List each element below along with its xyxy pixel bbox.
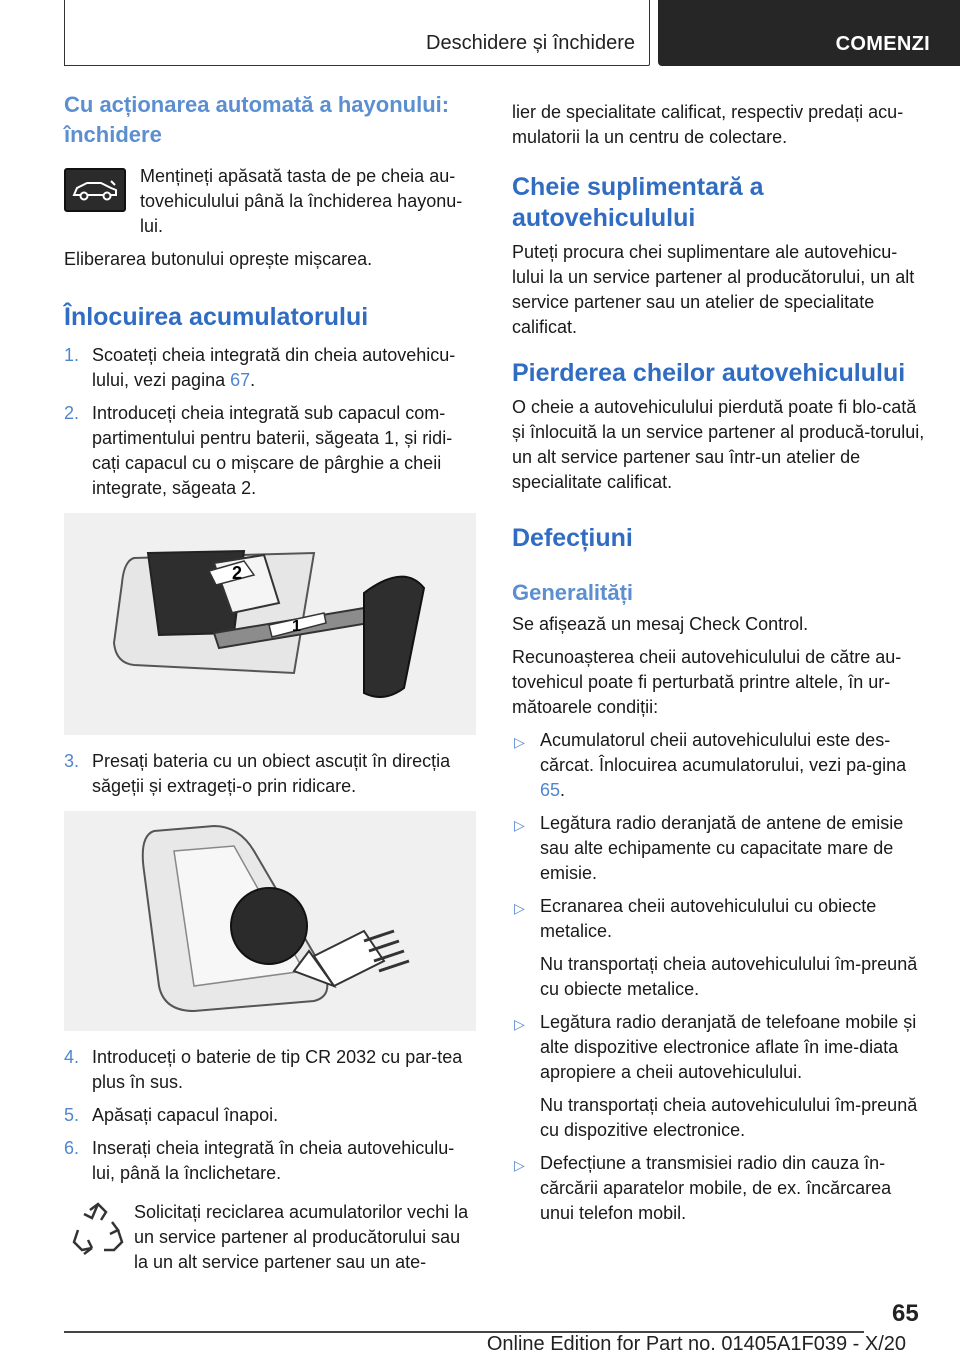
- recycle-text: Solicitați reciclarea acumulatorilor vechi la un service partener al producătorului sau la un alt service partener sau un ate-: [134, 1202, 469, 1272]
- release-text: Eliberarea butonului oprește mișcarea.: [64, 249, 373, 269]
- header-section-title: Deschidere și închidere: [426, 32, 635, 54]
- step-text: Apăsați capacul înapoi.: [92, 1105, 279, 1125]
- bullet-text-tail: .: [560, 780, 566, 800]
- step-number: 4.: [64, 1047, 80, 1067]
- header-chapter-box: [658, 0, 960, 66]
- heading-battery-replace: Înlocuirea acumulatorului: [64, 303, 369, 331]
- recycle-icon: [68, 1200, 128, 1258]
- step-number: 1.: [64, 345, 80, 365]
- tailgate-instruction: [64, 164, 476, 239]
- tailgate-text: Mențineți apăsată tasta de pe cheia au-tovehiculului până la închiderea hayonu-lui.: [140, 166, 463, 236]
- right-column: [512, 100, 928, 1234]
- bullet-triangle-icon: ▷: [514, 1016, 525, 1032]
- heading-general: Generalități: [512, 580, 634, 605]
- footer-edition: Online Edition for Part no. 01405A1F039 - X/20: [486, 1333, 906, 1355]
- recycle-continued: lier de specialitate calificat, respectiv predați acu-mulatorii la un centru de colectare.: [512, 102, 904, 147]
- bullet-subtext: Nu transportați cheia autovehiculului îm-preună cu dispozitive electronice.: [540, 1095, 918, 1140]
- step-text: Introduceți cheia integrată sub capacul com-partimentului pentru baterii, săgeata 1, și ridi-cați capacul cu o mișcare de pârghie a cheii integrate, săgeata 2.: [92, 403, 453, 498]
- step-number: 6.: [64, 1138, 80, 1158]
- step-6: [64, 1136, 476, 1186]
- step-5: [64, 1103, 476, 1128]
- key-battery-illustration: [64, 811, 476, 1031]
- step-text: Inserați cheia integrată în cheia autovehiculu-lui, până la înclichetare.: [92, 1138, 455, 1183]
- bullet-text: Legătura radio deranjată de telefoane mobile și alte dispozitive electronice aflate în ime-diata apropiere a cheii autovehiculului.: [540, 1012, 917, 1082]
- bullet-triangle-icon: ▷: [514, 817, 525, 833]
- car-silhouette-icon: [71, 177, 119, 203]
- step-2: [64, 401, 476, 501]
- figure-key-battery: [64, 811, 476, 1031]
- car-key-button-icon: [64, 168, 126, 212]
- step-text: Introduceți o baterie de tip CR 2032 cu par-tea plus în sus.: [92, 1047, 463, 1092]
- battery-steps-a: [64, 343, 476, 501]
- general-text-1: Se afișează un mesaj Check Control.: [512, 614, 809, 634]
- bullet-text: Legătura radio deranjată de antene de emisie sau alte echipamente cu capacitate mare de emisie.: [540, 813, 904, 883]
- step-number: 2.: [64, 403, 80, 423]
- heading-tailgate-close: Cu acționarea automată a hayonului: închidere: [64, 92, 450, 147]
- bullet-text: Acumulatorul cheii autovehiculului este des-cărcat. Înlocuirea acumulatorului, vezi pa-gina: [540, 730, 907, 775]
- step-text: Presați bateria cu un obiect ascuțit în direcția săgeții și extrageți-o prin ridicare.: [92, 751, 451, 796]
- lost-keys-text: O cheie a autovehiculului pierdută poate fi blo-cată și înlocuită la un service partener al producă-torului, un alt service partener sau într-un atelier de specialitate calificat.: [512, 397, 925, 492]
- step-text: Scoateți cheia integrată din cheia autovehicu-lului, vezi pagina: [92, 345, 456, 390]
- step-number: 3.: [64, 751, 80, 771]
- page-number: 65: [892, 1300, 919, 1327]
- fault-conditions-list: [512, 728, 928, 1226]
- bullet-item: [512, 1151, 928, 1226]
- bullet-triangle-icon: ▷: [514, 900, 525, 916]
- step-1: [64, 343, 476, 393]
- bullet-item: [512, 894, 928, 1002]
- bullet-triangle-icon: ▷: [514, 1157, 525, 1173]
- extra-key-text: Puteți procura chei suplimentare ale autovehicu-lului la un service partener al producătorului, un alt service partener sau un atelier de specialitate calificat.: [512, 242, 915, 337]
- recycle-note: [64, 1200, 476, 1275]
- key-cover-illustration: [64, 513, 476, 735]
- step-text-tail: .: [250, 370, 256, 390]
- header-section-box: [64, 0, 650, 66]
- bullet-item: [512, 811, 928, 886]
- left-column: [64, 90, 476, 1275]
- bullet-text: Ecranarea cheii autovehiculului cu obiecte metalice.: [540, 896, 877, 941]
- general-text-2: Recunoașterea cheii autovehiculului de către au-tovehicul poate fi perturbată printre altele, în ur-mătoarele condiții:: [512, 647, 902, 717]
- page-header: [64, 0, 960, 66]
- figure-key-open-cover: [64, 513, 476, 735]
- step-3: [64, 749, 476, 799]
- step-4: [64, 1045, 476, 1095]
- step-number: 5.: [64, 1105, 80, 1125]
- arrow-label-2: 2: [232, 563, 243, 583]
- battery-step-3: [64, 749, 476, 799]
- page-link[interactable]: 65: [540, 780, 561, 800]
- bullet-text: Defecțiune a transmisiei radio din cauza în-cărcării aparatelor mobile, de ex. încărcarea unui telefon mobil.: [540, 1153, 892, 1223]
- bullet-item: [512, 1010, 928, 1143]
- bullet-item: [512, 728, 928, 803]
- heading-faults: Defecțiuni: [512, 524, 633, 552]
- bullet-triangle-icon: ▷: [514, 734, 525, 750]
- arrow-label-1: 1: [292, 618, 301, 635]
- heading-extra-key: Cheie suplimentară a autovehiculului: [512, 173, 764, 232]
- bullet-subtext: Nu transportați cheia autovehiculului îm-preună cu obiecte metalice.: [540, 954, 918, 999]
- page-link[interactable]: 67: [230, 370, 251, 390]
- battery-steps-b: [64, 1045, 476, 1186]
- header-chapter-title: COMENZI: [835, 33, 930, 55]
- heading-lost-keys: Pierderea cheilor autovehiculului: [512, 359, 906, 387]
